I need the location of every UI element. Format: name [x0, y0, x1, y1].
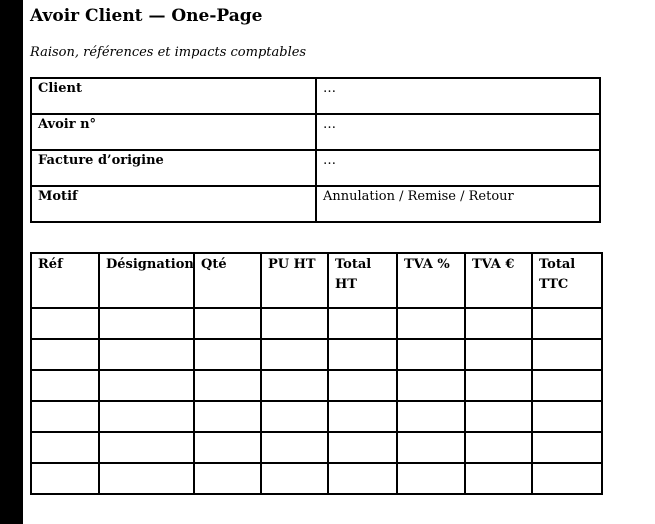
- table-cell[interactable]: [532, 401, 602, 432]
- col-header-vat-rate: TVA %: [397, 253, 465, 308]
- info-value[interactable]: Annulation / Remise / Retour: [316, 186, 600, 222]
- info-row-original-invoice: [31, 150, 600, 186]
- table-cell[interactable]: [328, 370, 397, 401]
- table-cell[interactable]: [261, 370, 328, 401]
- table-body: [31, 308, 602, 494]
- table-cell[interactable]: [465, 370, 532, 401]
- col-header-unit-price: PU HT: [261, 253, 328, 308]
- table-cell[interactable]: [532, 339, 602, 370]
- credit-lines-table: [30, 252, 603, 495]
- col-header-qty: Qté: [194, 253, 261, 308]
- table-cell[interactable]: [261, 339, 328, 370]
- table-cell[interactable]: [532, 432, 602, 463]
- table-cell[interactable]: [194, 463, 261, 494]
- info-value[interactable]: …: [316, 78, 600, 114]
- table-cell[interactable]: [532, 370, 602, 401]
- document-subtitle: Raison, références et impacts comptables: [30, 45, 307, 60]
- document-title: Avoir Client — One-Page: [30, 6, 263, 26]
- table-row: [31, 432, 602, 463]
- table-cell[interactable]: [194, 401, 261, 432]
- table-cell[interactable]: [194, 370, 261, 401]
- col-header-vat-amount: TVA €: [465, 253, 532, 308]
- table-cell[interactable]: [261, 308, 328, 339]
- table-cell[interactable]: [99, 370, 194, 401]
- table-cell[interactable]: [328, 339, 397, 370]
- table-cell[interactable]: [465, 432, 532, 463]
- table-cell[interactable]: [532, 308, 602, 339]
- table-cell[interactable]: [328, 432, 397, 463]
- info-row-client: [31, 78, 600, 114]
- table-cell[interactable]: [99, 308, 194, 339]
- credit-note-info-table: [30, 77, 601, 223]
- table-cell[interactable]: [465, 339, 532, 370]
- info-label: Client: [31, 78, 316, 114]
- table-cell[interactable]: [465, 308, 532, 339]
- table-cell[interactable]: [397, 370, 465, 401]
- table-cell[interactable]: [465, 401, 532, 432]
- table-header-row: [31, 253, 602, 308]
- table-cell[interactable]: [397, 339, 465, 370]
- table-cell[interactable]: [99, 339, 194, 370]
- table-cell[interactable]: [328, 463, 397, 494]
- col-header-designation: Désignation: [99, 253, 194, 308]
- table-cell[interactable]: [328, 401, 397, 432]
- table-cell[interactable]: [397, 401, 465, 432]
- info-value[interactable]: …: [316, 114, 600, 150]
- info-value[interactable]: …: [316, 150, 600, 186]
- table-row: [31, 339, 602, 370]
- table-cell[interactable]: [465, 463, 532, 494]
- table-cell[interactable]: [31, 401, 99, 432]
- table-cell[interactable]: [31, 463, 99, 494]
- table-row: [31, 463, 602, 494]
- table-cell[interactable]: [99, 401, 194, 432]
- table-row: [31, 370, 602, 401]
- left-margin-bar: [0, 0, 23, 524]
- table-cell[interactable]: [261, 401, 328, 432]
- table-cell[interactable]: [194, 432, 261, 463]
- table-cell[interactable]: [261, 432, 328, 463]
- col-header-total-ht: Total HT: [328, 253, 397, 308]
- table-cell[interactable]: [328, 308, 397, 339]
- table-cell[interactable]: [31, 432, 99, 463]
- table-cell[interactable]: [397, 463, 465, 494]
- info-label: Facture d’origine: [31, 150, 316, 186]
- table-row: [31, 308, 602, 339]
- info-label: Avoir n°: [31, 114, 316, 150]
- table-row: [31, 401, 602, 432]
- col-header-total-ttc: Total TTC: [532, 253, 602, 308]
- table-cell[interactable]: [397, 308, 465, 339]
- table-cell[interactable]: [397, 432, 465, 463]
- table-cell[interactable]: [99, 432, 194, 463]
- table-cell[interactable]: [31, 308, 99, 339]
- info-label: Motif: [31, 186, 316, 222]
- col-header-ref: Réf: [31, 253, 99, 308]
- table-cell[interactable]: [194, 308, 261, 339]
- table-cell[interactable]: [31, 370, 99, 401]
- info-row-credit-number: [31, 114, 600, 150]
- table-cell[interactable]: [532, 463, 602, 494]
- table-cell[interactable]: [99, 463, 194, 494]
- table-cell[interactable]: [261, 463, 328, 494]
- table-cell[interactable]: [31, 339, 99, 370]
- info-row-reason: [31, 186, 600, 222]
- table-cell[interactable]: [194, 339, 261, 370]
